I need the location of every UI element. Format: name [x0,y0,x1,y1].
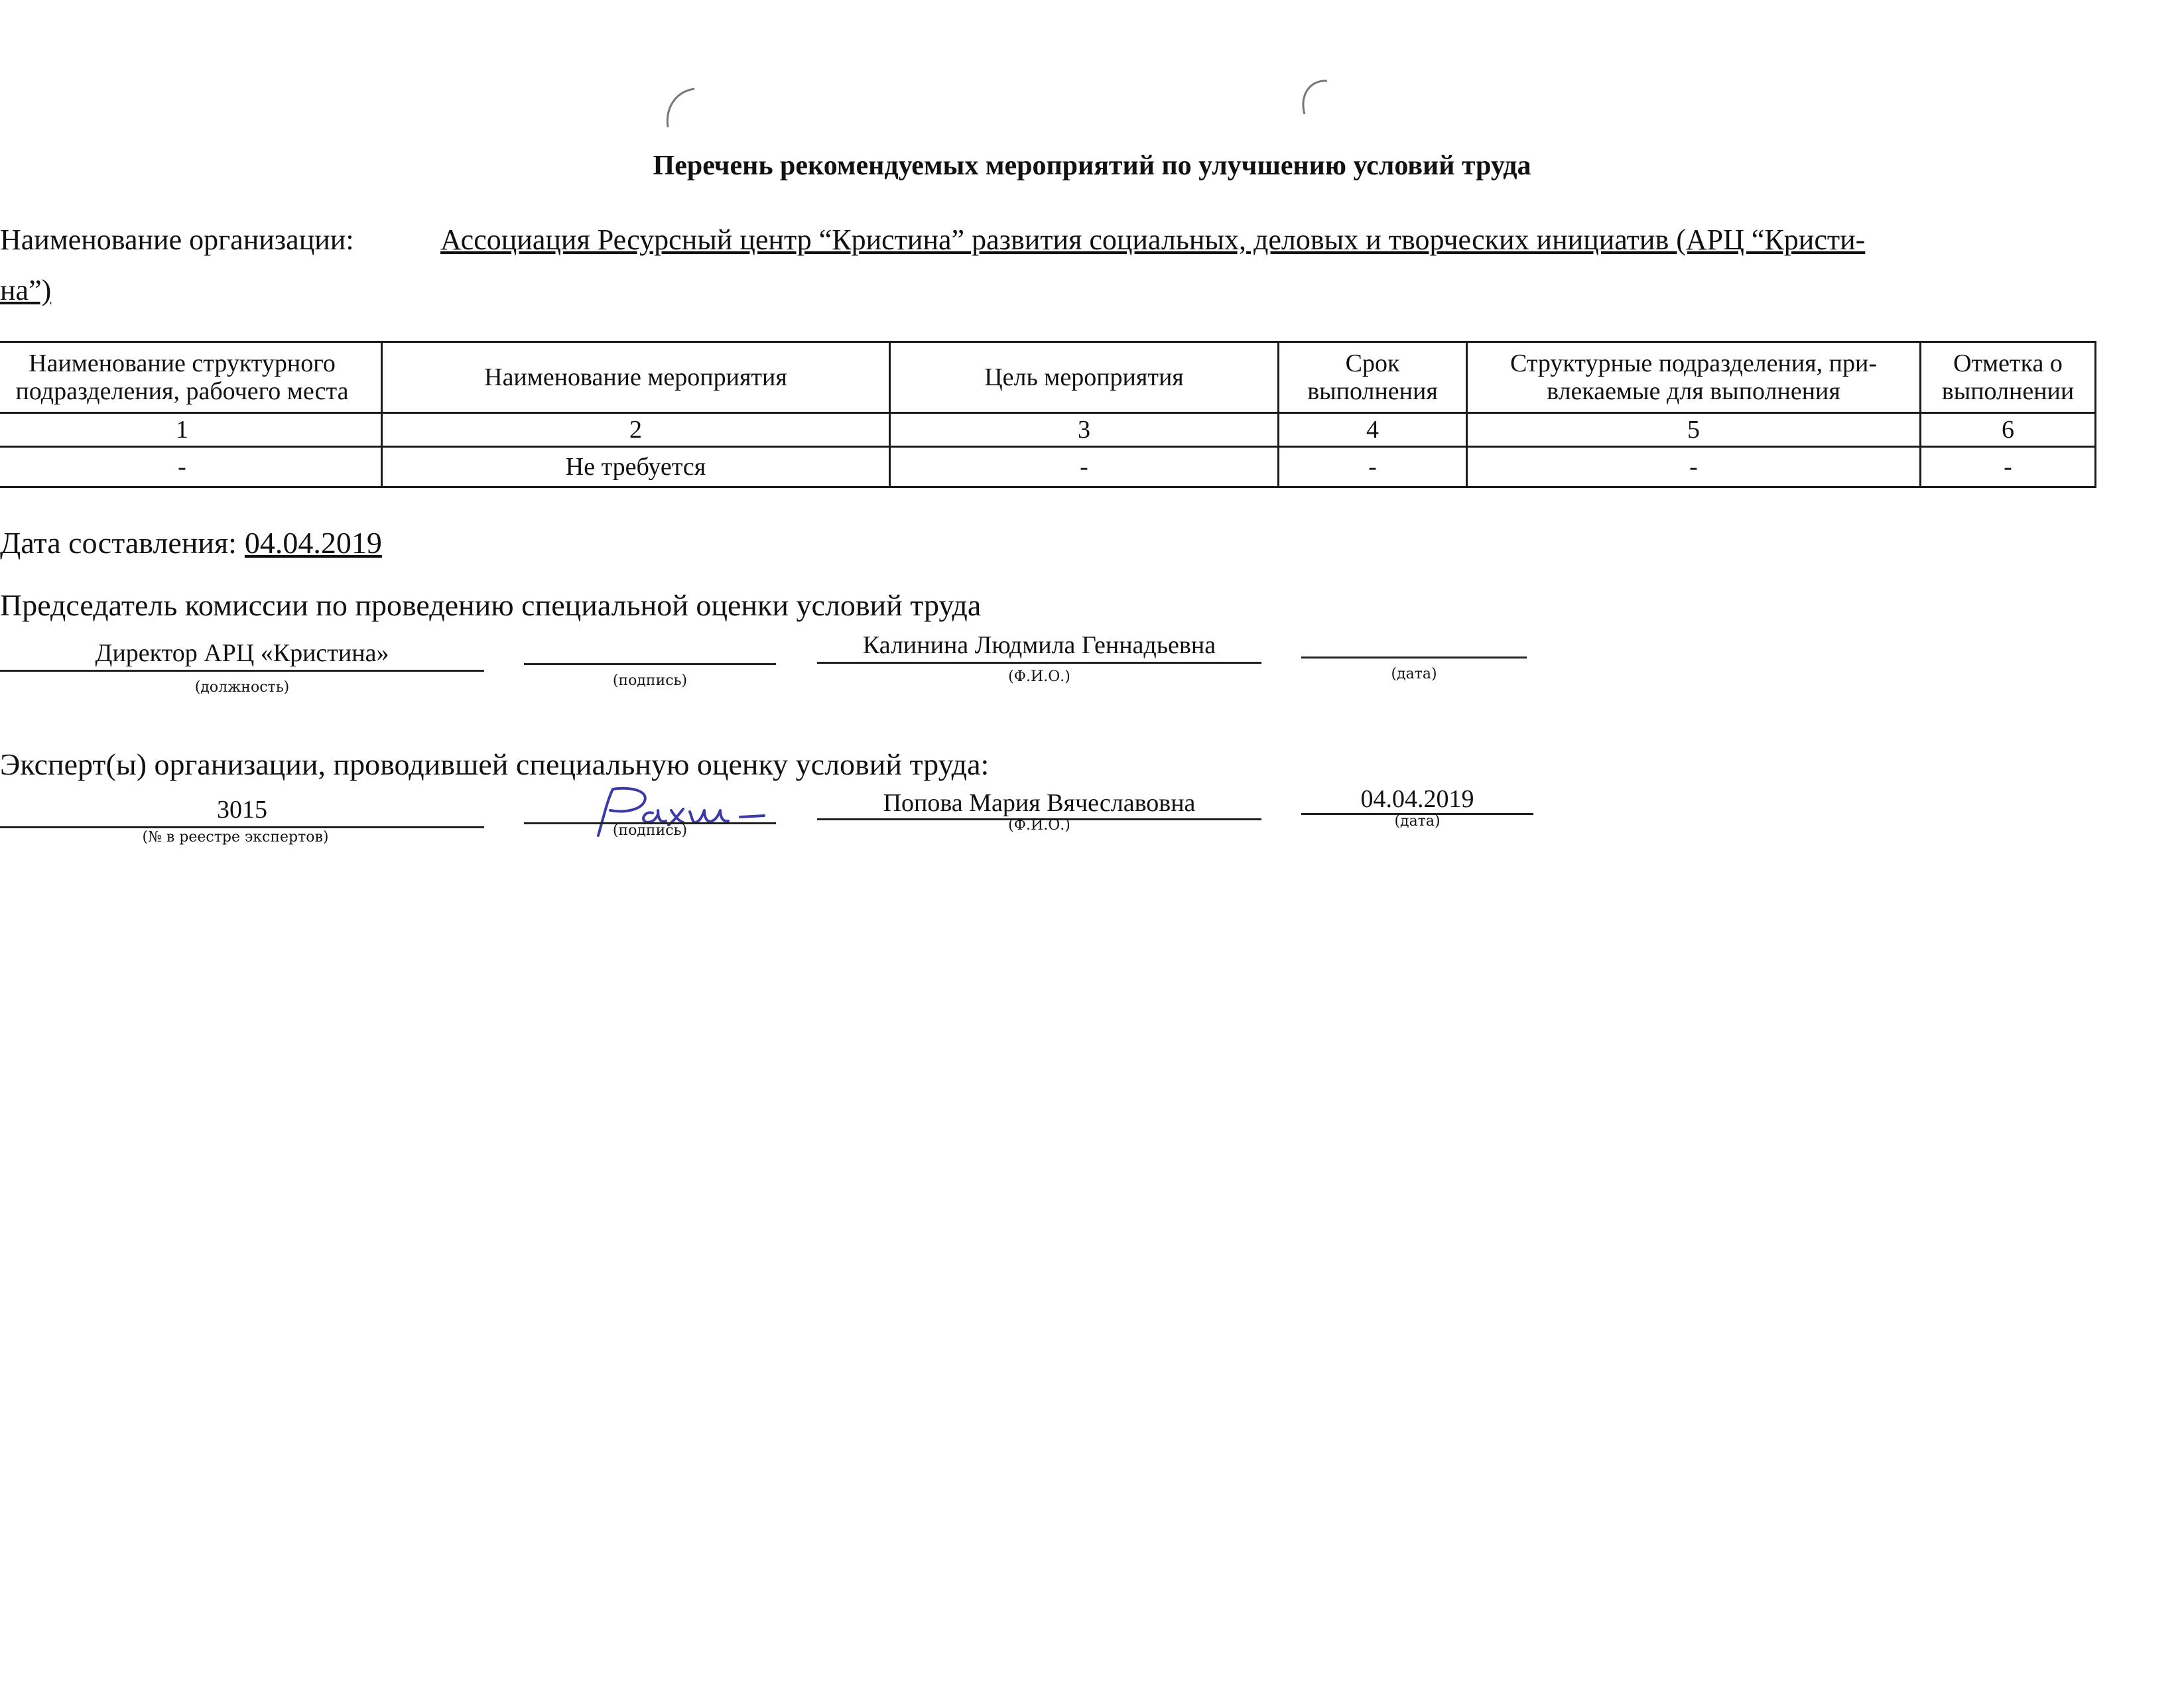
header-cell: Срок выполнения [1279,342,1467,413]
table-number-row [0,413,2096,447]
header-cell: Наименование мероприятия [382,342,890,413]
expert-date: 04.04.2019 [1360,785,1474,813]
table-cell: - [1467,447,1921,487]
organization-label: Наименование организации: [0,223,354,256]
expert-registry-number: 3015 [217,796,267,824]
chairman-name-line [817,662,1261,664]
table-cell: - [890,447,1279,487]
compiled-date-line [0,524,390,562]
expert-date-caption: (дата) [1394,813,1441,830]
chairman-position-caption: (должность) [194,679,290,696]
table-header-row [0,342,2096,413]
header-cell: Наименование структурного подразделения, рабочего места [0,342,382,413]
expert-registry-caption: (№ в реестре экспертов) [142,829,329,845]
organization-name: Ассоциация Ресурсный центр “Кристина” развития социальных, деловых и творческих инициатив (АРЦ “Кристи- [440,223,1866,256]
chairman-position-line [0,670,484,672]
column-number: 6 [1921,413,2096,447]
chairman-date-line [1301,657,1527,658]
chairman-date-caption: (дата) [1391,666,1437,682]
chairman-name: Калинина Людмила Геннадьевна [862,631,1216,659]
organization-name-continued: на”) [0,274,52,306]
column-number: 4 [1279,413,1467,447]
chairman-heading: Председатель комиссии по проведению специальной оценки условий труда [0,588,982,622]
expert-heading: Эксперт(ы) организации, проводившей специальную оценку условий труда: [0,747,990,781]
table-cell: Не требуется [382,447,890,487]
expert-signature-caption: (подпись) [612,822,688,839]
punch-hole-mark-left [660,85,700,131]
compiled-date-value: 04.04.2019 [244,526,382,560]
table-row [0,447,2096,487]
table-cell: - [0,447,382,487]
punch-hole-mark-right [1290,77,1330,123]
column-number: 2 [382,413,890,447]
compiled-date-label: Дата составления: [0,526,237,560]
chairman-name-caption: (Ф.И.О.) [1008,668,1070,685]
expert-name-caption: (Ф.И.О.) [1008,817,1070,834]
column-number: 3 [890,413,1279,447]
column-number: 5 [1467,413,1921,447]
table-cell: - [1921,447,2096,487]
column-number: 1 [0,413,382,447]
chairman-signature-caption: (подпись) [612,672,688,689]
header-cell: Структурные подразделения, при-влекаемые для выполнения [1467,342,1921,413]
chairman-signature-line [524,663,776,665]
measures-table [0,341,2096,488]
header-cell: Цель мероприятия [890,342,1279,413]
document-title: Перечень рекомендуемых мероприятий по улучшению условий труда [653,151,1531,181]
chairman-position: Директор АРЦ «Кристина» [95,639,389,667]
expert-registry-line [0,826,484,828]
table-cell: - [1279,447,1467,487]
expert-name: Попова Мария Вячеславовна [883,789,1196,817]
header-cell: Отметка о выполнении [1921,342,2096,413]
